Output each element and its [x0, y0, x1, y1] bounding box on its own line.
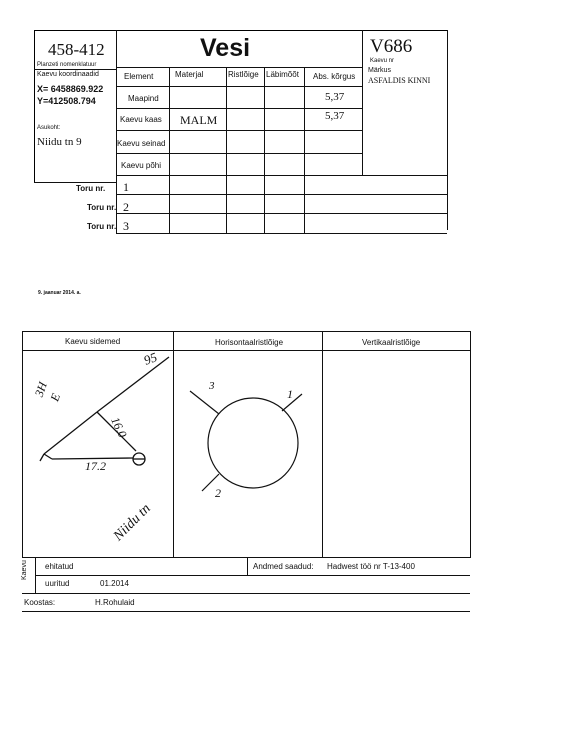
crosssection-label: 1 — [287, 387, 293, 401]
pipe-label: Toru nr. — [87, 203, 117, 212]
coordinate-y: Y=412508.794 — [37, 96, 96, 106]
pipe-label: Toru nr. — [87, 222, 117, 231]
section-horizontal: Horisontaalristlõige — [215, 338, 284, 347]
col-header-material: Materjal — [175, 70, 204, 79]
data-source-value: Hadwest töö nr T-13-400 — [327, 562, 415, 571]
horizontal-crosssection — [174, 351, 321, 556]
sketch-label: 95 — [141, 349, 160, 368]
crosssection-label: 2 — [215, 486, 221, 500]
table-row-element: Kaevu põhi — [121, 161, 162, 170]
sketch-label: 16.0 — [108, 414, 130, 440]
table-row-element: Kaevu kaas — [120, 115, 162, 124]
col-header-diameter: Läbimõõt — [266, 70, 299, 79]
sketch-label: 3H — [31, 380, 50, 399]
remarks-caption: Märkus — [368, 67, 391, 74]
remarks-value: ASFALDIS KINNI — [368, 76, 431, 85]
well-id-caption: Kaevu nr — [370, 58, 395, 64]
table-row-element: Maapind — [128, 94, 159, 103]
table-row-abs: 5,37 — [325, 91, 345, 103]
col-header-crosssection: Ristlõige — [228, 70, 259, 79]
author-value: H.Rohulaid — [95, 598, 135, 607]
section-connections: Kaevu sidemed — [65, 337, 121, 346]
sketch-label: E — [47, 391, 64, 404]
document-date: 9. jaanuar 2014. a. — [38, 290, 81, 296]
table-row-abs: 5,37 — [325, 110, 345, 122]
footer-side-label: Kaevu — [21, 560, 28, 580]
pipe-label: Toru nr. — [76, 184, 106, 193]
pipe-number: 1 — [123, 180, 129, 194]
coordinate-x: X= 6458869.922 — [37, 84, 104, 94]
sketch-label: 17.2 — [85, 459, 106, 473]
data-source-label: Andmed saadud: — [253, 562, 314, 571]
plan-number: 458-412 — [48, 40, 105, 59]
col-header-element: Element — [124, 72, 154, 81]
page-title: Vesi — [200, 34, 251, 62]
section-vertical: Vertikaalristlõige — [362, 338, 421, 347]
crosssection-label: 3 — [209, 380, 215, 392]
pipe-number: 2 — [123, 200, 129, 214]
table-row-element: Kaevu seinad — [117, 139, 166, 148]
table-row-material: MALM — [180, 113, 218, 127]
measured-label: uuritud — [45, 579, 70, 588]
plan-number-caption: Planzeti nomenklatuur — [37, 62, 97, 68]
measured-date: 01.2014 — [100, 579, 129, 588]
sketch-label: Niidu tn — [111, 501, 154, 545]
pipe-number: 3 — [123, 219, 129, 233]
location-value: Niidu tn 9 — [37, 136, 82, 148]
author-label: Koostas: — [24, 598, 56, 607]
col-header-abs-height: Abs. kõrgus — [313, 72, 356, 81]
coordinates-caption: Kaevu koordinaadid — [37, 71, 99, 78]
well-id: V686 — [370, 36, 413, 57]
built-label: ehitatud — [45, 562, 74, 571]
location-caption: Asukoht: — [37, 125, 61, 131]
